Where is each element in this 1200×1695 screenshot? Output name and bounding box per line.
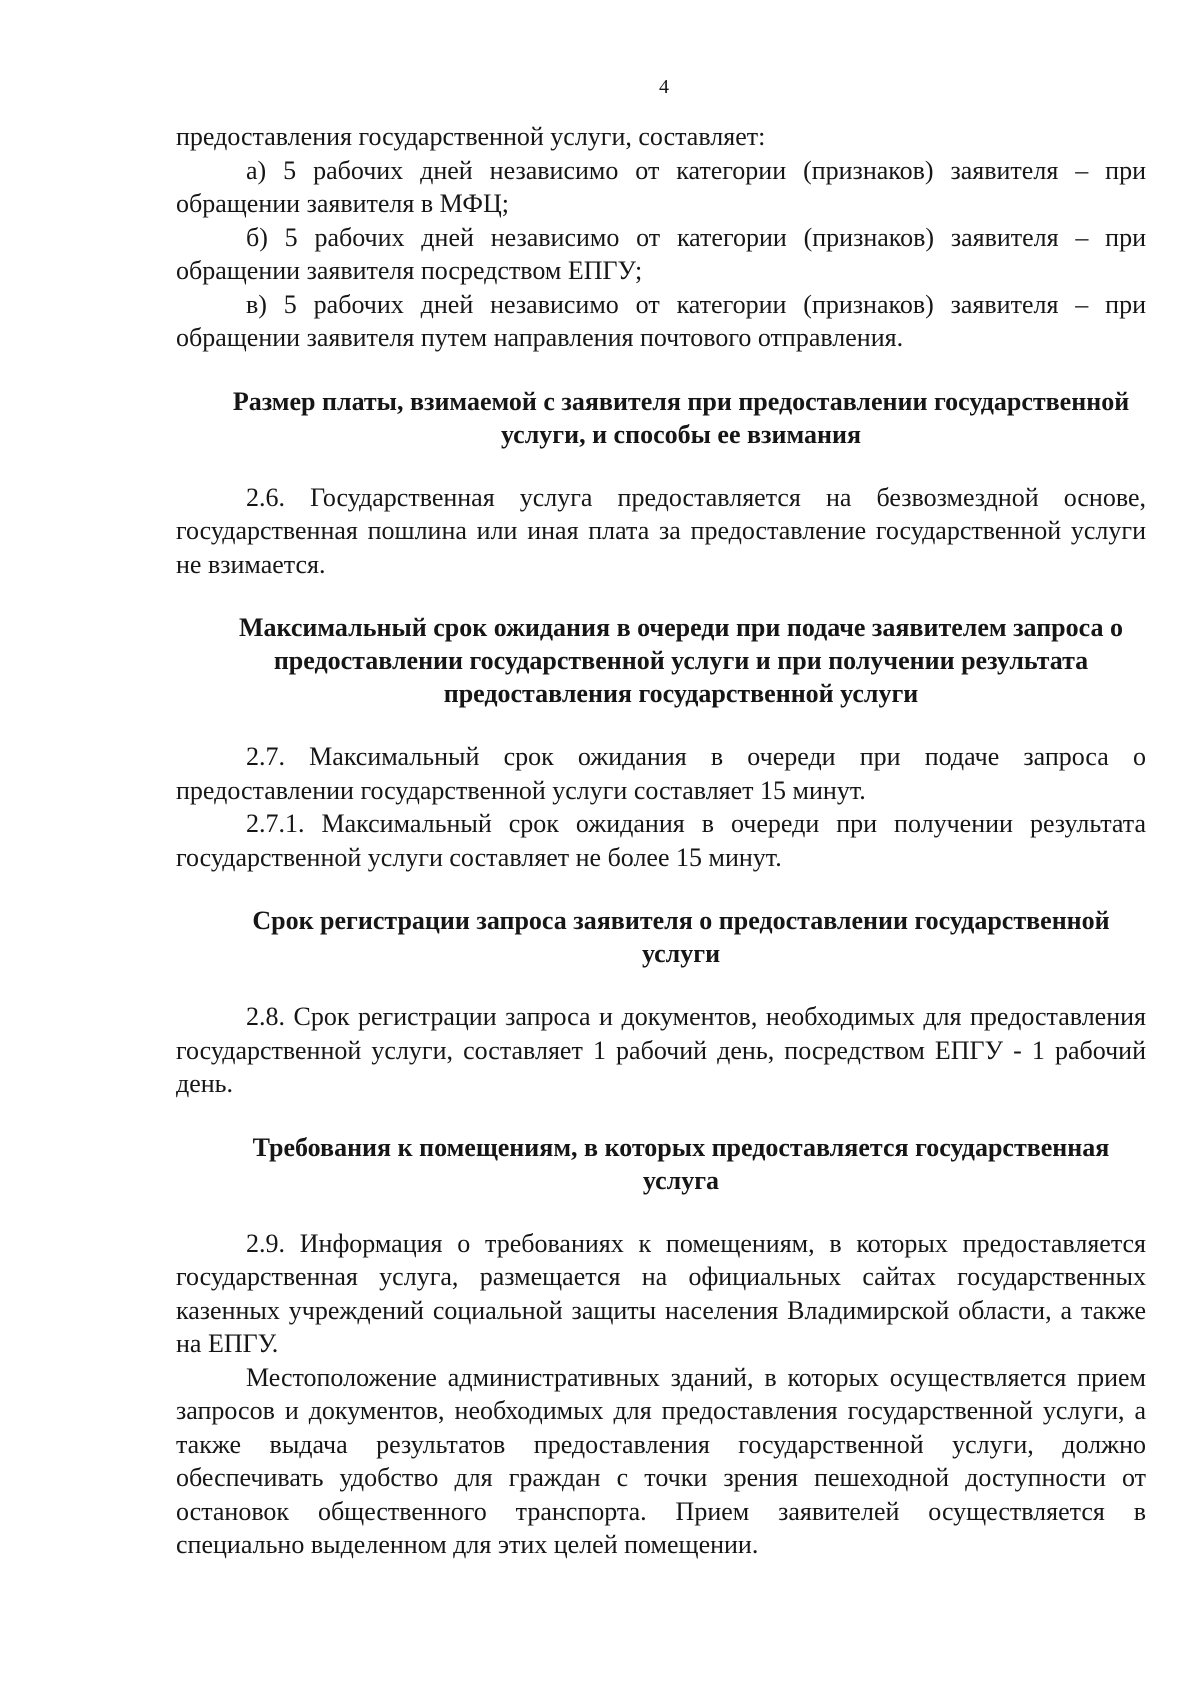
section-heading-registration: Срок регистрации запроса заявителя о предоставлении государственной услуги bbox=[252, 906, 1110, 968]
section-heading-queue: Максимальный срок ожидания в очереди при подаче заявителем запроса о предоставлении государственной услуги и при получении результата предоставления государственной услуги bbox=[238, 613, 1123, 708]
paragraph-continuation: предоставления государственной услуги, составляет: bbox=[176, 122, 766, 151]
list-item: в) 5 рабочих дней независимо от категории (признаков) заявителя – при обращении заявителя путем направления почтового отправления. bbox=[176, 289, 1146, 352]
section-heading-premises: Требования к помещениям, в которых предоставляется государственная услуга bbox=[252, 1132, 1110, 1195]
paragraph-location: Местоположение административных зданий, в которых осуществляется прием запросов и документов, необходимых для предоставления государственной услуги, а также выдача результатов предоставления государственной услуги, должно обеспечивать удобство для граждан с точки зрения пешеходной доступности от остановок общественного транспорта. Прием заявителей осуществляется в специально выделенном для этих целей помещении. bbox=[176, 1362, 1146, 1559]
document-body bbox=[176, 120, 1146, 1562]
paragraph-2-9: 2.9. Информация о требованиях к помещениям, в которых предоставляется государственная услуга, размещается на официальных сайтах государственных казенных учреждений социальной защиты населения Владимирской области, а также на ЕПГУ. bbox=[176, 1228, 1146, 1358]
list-item: б) 5 рабочих дней независимо от категории (признаков) заявителя – при обращении заявителя посредством ЕПГУ; bbox=[176, 222, 1146, 285]
paragraph-2-7: 2.7. Максимальный срок ожидания в очереди при подаче запроса о предоставлении государственной услуги составляет 15 минут. bbox=[176, 742, 1146, 805]
paragraph-2-6: 2.6. Государственная услуга предоставляется на безвозмездной основе, государственная пошлина или иная плата за предоставление государственной услуги не взимается. bbox=[176, 482, 1146, 579]
paragraph-2-8: 2.8. Срок регистрации запроса и документов, необходимых для предоставления государственной услуги, составляет 1 рабочий день, посредством ЕПГУ - 1 рабочий день. bbox=[176, 1002, 1146, 1098]
page-number: 4 bbox=[659, 76, 669, 98]
paragraph-2-7-1: 2.7.1. Максимальный срок ожидания в очереди при получении результата государственной услуги составляет не более 15 минут. bbox=[176, 809, 1146, 872]
list-item: а) 5 рабочих дней независимо от категории (признаков) заявителя – при обращении заявителя в МФЦ; bbox=[176, 155, 1146, 218]
section-heading-fee: Размер платы, взимаемой с заявителя при предоставлении государственной услуги, и способы ее взимания bbox=[232, 386, 1130, 449]
